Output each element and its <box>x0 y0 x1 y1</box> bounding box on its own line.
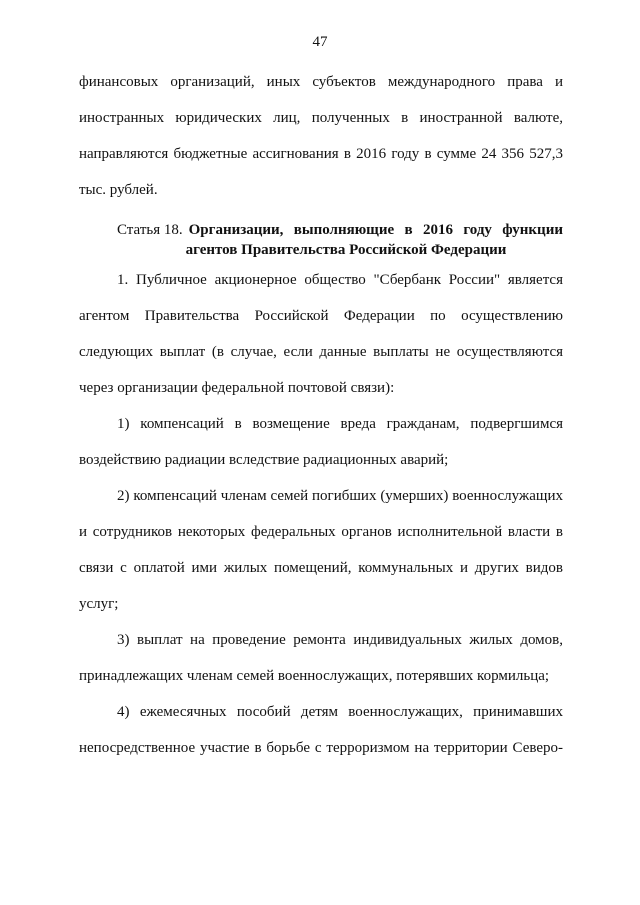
continued-paragraph <box>79 72 563 216</box>
list-item-2 <box>79 486 563 630</box>
page-number: 47 <box>312 34 328 50</box>
paragraph-line: 3) выплат на проведение ремонта индивидуальных жилых домов, <box>117 632 563 648</box>
article-title: Организации, выполняющие в 2016 году функции <box>188 222 563 238</box>
paragraph-line: через организации федеральной почтовой связи): <box>79 380 395 396</box>
article-heading <box>79 220 563 260</box>
paragraph-line: непосредственное участие в борьбе с терроризмом на территории Северо- <box>79 740 563 756</box>
list-item-3 <box>79 630 563 702</box>
paragraph-line: принадлежащих членам семей военнослужащих, потерявших кормильца; <box>79 668 550 684</box>
paragraph-1 <box>79 270 563 414</box>
article-title: агентов Правительства Российской Федерации <box>185 242 507 258</box>
list-item-4 <box>79 702 563 774</box>
paragraph-line: и сотрудников некоторых федеральных органов исполнительной власти в <box>79 524 563 540</box>
list-item-1 <box>79 414 563 486</box>
paragraph-line: 1) компенсаций в возмещение вреда гражданам, подвергшимся <box>117 416 563 432</box>
paragraph-line: тыс. рублей. <box>79 182 158 198</box>
paragraph-line: воздействию радиации вследствие радиационных аварий; <box>79 452 449 468</box>
paragraph-line: 2) компенсаций членам семей погибших (умерших) военнослужащих <box>117 488 563 504</box>
paragraph-line: иностранных юридических лиц, полученных в иностранной валюте, <box>79 110 563 126</box>
paragraph-line: 4) ежемесячных пособий детям военнослужащих, принимавших <box>117 704 563 720</box>
paragraph-line: агентом Правительства Российской Федерации по осуществлению <box>79 308 563 324</box>
paragraph-line: услуг; <box>79 596 119 612</box>
paragraph-line: следующих выплат (в случае, если данные выплаты не осуществляются <box>79 344 563 360</box>
paragraph-line: направляются бюджетные ассигнования в 2016 году в сумме 24 356 527,3 <box>79 146 563 162</box>
paragraph-line: связи с оплатой ими жилых помещений, коммунальных и других видов <box>79 560 563 576</box>
paragraph-line: 1. Публичное акционерное общество "Сбербанк России" является <box>117 272 563 288</box>
paragraph-line: финансовых организаций, иных субъектов международного права и <box>79 74 563 90</box>
article-label: Статья 18. <box>117 222 183 238</box>
